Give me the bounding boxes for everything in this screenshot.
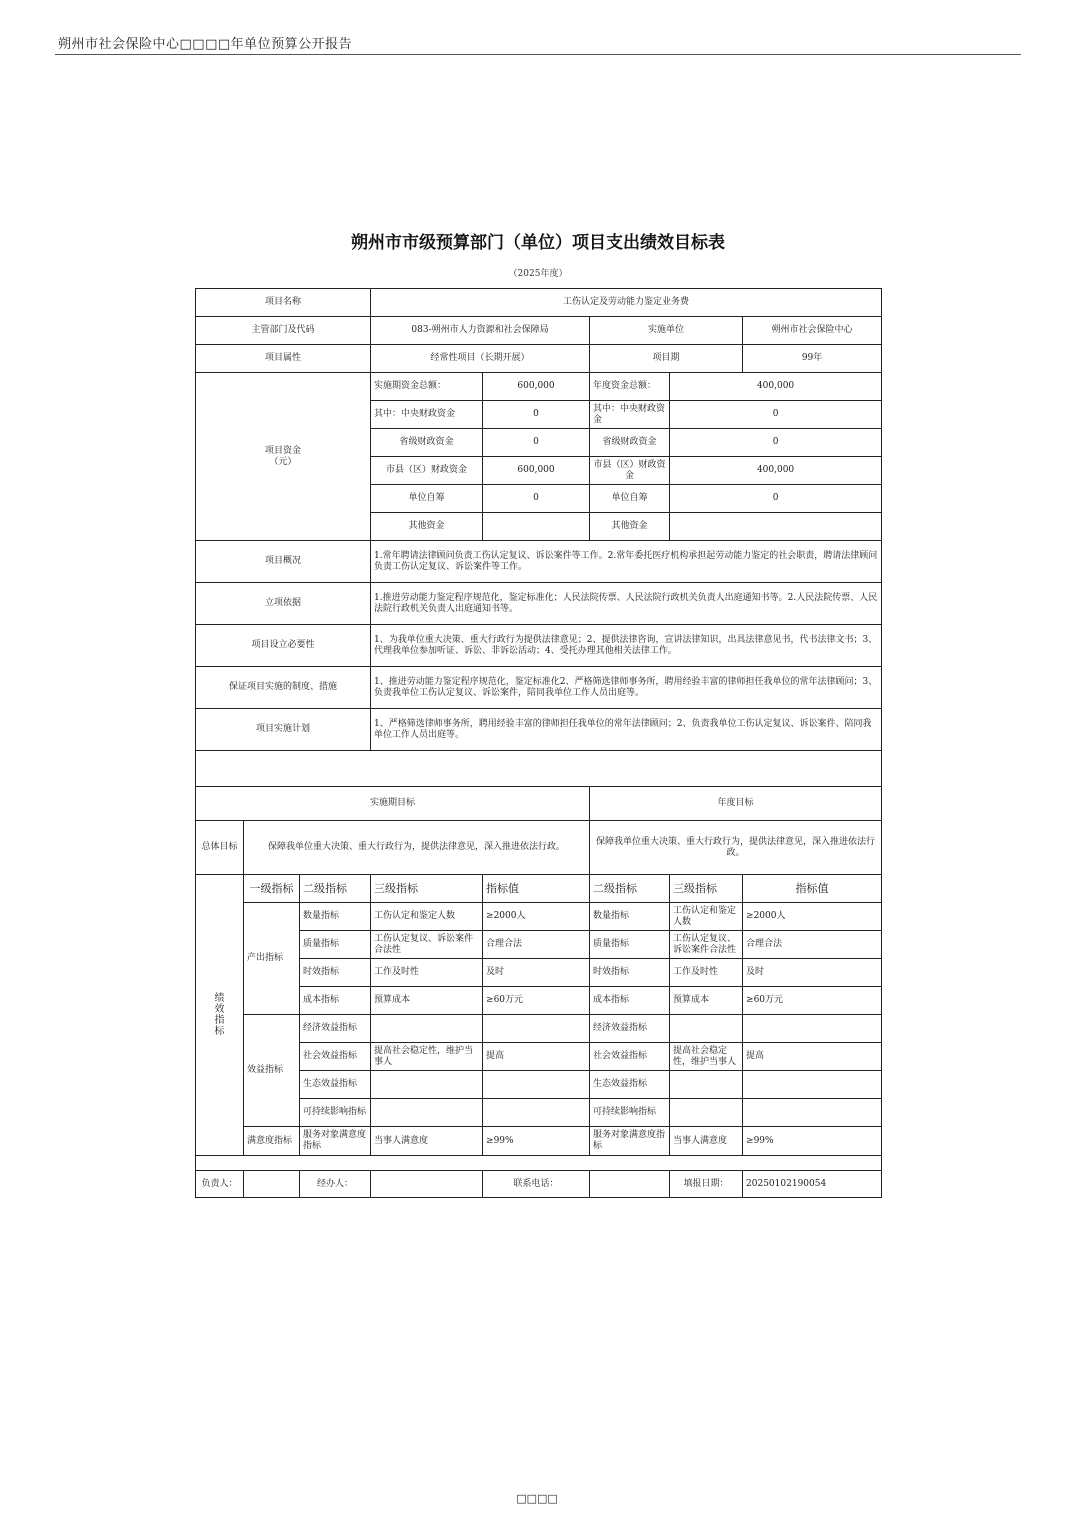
funds-value-a: 600,000	[483, 373, 590, 401]
indicator-level2-annual: 经济效益指标	[590, 1015, 670, 1043]
indicator-value-annual	[743, 1071, 882, 1099]
indicator-value-annual: ≥60万元	[743, 987, 882, 1015]
indicator-level3: 工作及时性	[371, 959, 483, 987]
description-row	[196, 667, 882, 709]
funds-label-a: 实施期资金总额：	[371, 373, 483, 401]
period-goal-header: 实施期目标	[196, 787, 590, 821]
indicator-value: 合理合法	[483, 931, 590, 959]
funds-value-b: 0	[670, 485, 882, 513]
annual-goal-text: 保障我单位重大决策、重大行政行为，提供法律意见，深入推进依法行政。	[590, 821, 882, 875]
indicator-header-row	[196, 875, 882, 903]
indicator-value	[483, 1071, 590, 1099]
document-year: （2025年度）	[508, 269, 568, 279]
indicator-level3-annual: 工伤认定和鉴定人数	[670, 903, 743, 931]
description-text: 1.常年聘请法律顾问负责工伤认定复议、诉讼案件等工作。2.常年委托医疗机构承担起劳动能力鉴定的社会职责，聘请法律顾问负责工伤认定复议、诉讼案件等工作。	[371, 541, 882, 583]
description-text: 1、推进劳动能力鉴定程序规范化，鉴定标准化2、严格筛选律师事务所，聘用经验丰富的律师担任我单位的常年法律顾问；3、负责我单位工伤认定复议、诉讼案件，陪同我单位工作人员出庭等。	[371, 667, 882, 709]
description-text: 1、为我单位重大决策、重大行政行为提供法律意见；2、提供法律咨询，宣讲法律知识，出具法律意见书，代书法律文书；3、代理我单位参加听证、诉讼、非诉讼活动；4、受托办理其他相关法律工作。	[371, 625, 882, 667]
funds-label-a: 省级财政资金	[371, 429, 483, 457]
row-attribute	[196, 345, 882, 373]
satisfaction-indicator-group: 满意度指标	[244, 1127, 300, 1156]
indicator-value	[483, 1099, 590, 1127]
indicator-level2-annual: 可持续影响指标	[590, 1099, 670, 1127]
funds-label-line2: （元）	[269, 456, 297, 467]
description-text: 1、严格筛选律师事务所，聘用经验丰富的律师担任我单位的常年法律顾问；2、负责我单位工伤认定复议、诉讼案件、陪同我单位工作人员出庭等。	[371, 709, 882, 751]
description-label: 立项依据	[196, 583, 371, 625]
responsible-label: 负责人：	[196, 1171, 244, 1198]
project-name-value: 工伤认定及劳动能力鉴定业务费	[371, 289, 882, 317]
indicator-level2-annual: 质量指标	[590, 931, 670, 959]
indicator-side-char: 标	[214, 1026, 225, 1037]
funds-label-line1: 项目资金	[265, 445, 302, 456]
indicator-level3	[371, 1099, 483, 1127]
indicator-level2-annual: 生态效益指标	[590, 1071, 670, 1099]
overall-goal-label: 总体目标	[196, 821, 244, 875]
value-header-annual: 指标值	[743, 875, 882, 903]
output-indicator-group: 产出指标	[244, 903, 300, 1015]
fill-date-value: 20250102190054	[743, 1171, 882, 1198]
description-label: 项目实施计划	[196, 709, 371, 751]
funds-label-b: 单位自筹	[590, 485, 670, 513]
project-name-label: 项目名称	[196, 289, 371, 317]
description-row	[196, 709, 882, 751]
benefit-indicator-group: 效益指标	[244, 1015, 300, 1127]
funds-label-a: 其中：中央财政资金	[371, 401, 483, 429]
empty-cell	[196, 751, 882, 787]
project-attribute-value: 经常性项目（长期开展）	[371, 345, 590, 373]
indicator-value-annual: ≥99%	[743, 1127, 882, 1156]
indicator-value-annual	[743, 1015, 882, 1043]
funds-label-a: 其他资金	[371, 513, 483, 541]
indicator-level3-annual	[670, 1071, 743, 1099]
funds-label-b: 年度资金总额：	[590, 373, 670, 401]
indicator-level2-annual: 社会效益指标	[590, 1043, 670, 1071]
indicator-level2: 时效指标	[300, 959, 371, 987]
document-title: 朔州市市级预算部门（单位）项目支出绩效目标表	[351, 233, 725, 253]
description-label: 项目概况	[196, 541, 371, 583]
funds-value-a: 0	[483, 429, 590, 457]
level3-header: 三级指标	[371, 875, 483, 903]
indicator-side-char: 效	[214, 1004, 225, 1015]
description-label: 项目设立必要性	[196, 625, 371, 667]
description-label: 保证项目实施的制度、措施	[196, 667, 371, 709]
description-row	[196, 625, 882, 667]
indicator-row	[196, 1015, 882, 1043]
indicator-level2: 数量指标	[300, 903, 371, 931]
funds-value-b	[670, 513, 882, 541]
funds-row	[196, 373, 882, 401]
indicator-level3-annual: 工伤认定复议、诉讼案件合法性	[670, 931, 743, 959]
implementing-unit-label: 实施单位	[590, 317, 743, 345]
funds-label-a: 市县（区）财政资金	[371, 457, 483, 485]
indicator-value-annual: 提高	[743, 1043, 882, 1071]
indicator-level2: 经济效益指标	[300, 1015, 371, 1043]
indicator-level2: 服务对象满意度指标	[300, 1127, 371, 1156]
indicator-level3-annual	[670, 1015, 743, 1043]
indicator-level3-annual: 当事人满意度	[670, 1127, 743, 1156]
funds-value-a: 0	[483, 401, 590, 429]
indicator-value: ≥2000人	[483, 903, 590, 931]
indicator-level3-annual: 提高社会稳定性，维护当事人	[670, 1043, 743, 1071]
funds-label	[196, 373, 371, 541]
indicator-level2: 可持续影响指标	[300, 1099, 371, 1127]
funds-label-b: 市县（区）财政资金	[590, 457, 670, 485]
indicator-value-annual: 合理合法	[743, 931, 882, 959]
department-label: 主管部门及代码	[196, 317, 371, 345]
indicator-row	[196, 1127, 882, 1156]
funds-value-a: 600,000	[483, 457, 590, 485]
indicator-row	[196, 903, 882, 931]
fill-date-label: 填报日期：	[670, 1171, 743, 1198]
row-project-name	[196, 289, 882, 317]
level2-header: 二级指标	[300, 875, 371, 903]
goal-header-row	[196, 787, 882, 821]
indicator-level3-annual	[670, 1099, 743, 1127]
spacer-row	[196, 751, 882, 787]
indicator-value: 提高	[483, 1043, 590, 1071]
indicator-value: ≥99%	[483, 1127, 590, 1156]
description-row	[196, 583, 882, 625]
level1-header: 一级指标	[244, 875, 300, 903]
indicator-value-annual: 及时	[743, 959, 882, 987]
funds-value-b: 0	[670, 401, 882, 429]
running-header: 朔州市社会保险中心□□□□年单位预算公开报告	[58, 37, 353, 52]
indicator-side-label	[196, 875, 244, 1156]
funds-value-b: 400,000	[670, 457, 882, 485]
responsible-value	[244, 1171, 300, 1198]
level3-header-annual: 三级指标	[670, 875, 743, 903]
funds-value-b: 0	[670, 429, 882, 457]
indicator-level3: 当事人满意度	[371, 1127, 483, 1156]
handler-value	[371, 1171, 483, 1198]
indicator-value-annual: ≥2000人	[743, 903, 882, 931]
funds-value-b: 400,000	[670, 373, 882, 401]
project-attribute-label: 项目属性	[196, 345, 371, 373]
indicator-side-char: 绩	[214, 993, 225, 1004]
indicator-level3	[371, 1015, 483, 1043]
overall-goal-row	[196, 821, 882, 875]
funds-value-a	[483, 513, 590, 541]
indicator-level3: 工伤认定复议、诉讼案件合法性	[371, 931, 483, 959]
department-value: 083-朔州市人力资源和社会保障局	[371, 317, 590, 345]
annual-goal-header: 年度目标	[590, 787, 882, 821]
funds-label-b: 其他资金	[590, 513, 670, 541]
implementing-unit-value: 朔州市社会保险中心	[743, 317, 882, 345]
indicator-level3-annual: 预算成本	[670, 987, 743, 1015]
indicator-value: ≥60万元	[483, 987, 590, 1015]
page-number: □□□□	[516, 1492, 558, 1505]
indicator-value	[483, 1015, 590, 1043]
indicator-level2: 成本指标	[300, 987, 371, 1015]
indicator-level2-annual: 服务对象满意度指标	[590, 1127, 670, 1156]
footer-row	[196, 1171, 882, 1198]
row-department	[196, 317, 882, 345]
period-goal-text: 保障我单位重大决策、重大行政行为，提供法律意见，深入推进依法行政。	[244, 821, 590, 875]
indicator-level2: 社会效益指标	[300, 1043, 371, 1071]
indicator-level3: 工伤认定和鉴定人数	[371, 903, 483, 931]
funds-label-a: 单位自筹	[371, 485, 483, 513]
phone-label: 联系电话：	[483, 1171, 590, 1198]
description-text: 1.推进劳动能力鉴定程序规范化，鉴定标准化；人民法院传票、人民法院行政机关负责人出庭通知书等。2.人民法院传票、人民法院行政机关负责人出庭通知书等。	[371, 583, 882, 625]
indicator-level3: 提高社会稳定性，维护当事人	[371, 1043, 483, 1071]
indicator-level2-annual: 成本指标	[590, 987, 670, 1015]
level2-header-annual: 二级指标	[590, 875, 670, 903]
indicator-level3	[371, 1071, 483, 1099]
spacer-row	[196, 1156, 882, 1171]
indicator-value-annual	[743, 1099, 882, 1127]
project-period-value: 99年	[743, 345, 882, 373]
funds-label-b: 省级财政资金	[590, 429, 670, 457]
funds-value-a: 0	[483, 485, 590, 513]
handler-label: 经办人：	[300, 1171, 371, 1198]
indicator-level3-annual: 工作及时性	[670, 959, 743, 987]
empty-cell	[196, 1156, 882, 1171]
indicator-level2: 质量指标	[300, 931, 371, 959]
funds-label-b: 其中：中央财政资金	[590, 401, 670, 429]
indicator-level2-annual: 时效指标	[590, 959, 670, 987]
indicator-level2-annual: 数量指标	[590, 903, 670, 931]
indicator-side-char: 指	[214, 1015, 225, 1026]
header-divider	[55, 54, 1021, 55]
value-header: 指标值	[483, 875, 590, 903]
indicator-level2: 生态效益指标	[300, 1071, 371, 1099]
phone-value	[590, 1171, 670, 1198]
project-period-label: 项目期	[590, 345, 743, 373]
performance-target-table	[195, 288, 882, 1198]
description-row	[196, 541, 882, 583]
indicator-level3: 预算成本	[371, 987, 483, 1015]
indicator-value: 及时	[483, 959, 590, 987]
